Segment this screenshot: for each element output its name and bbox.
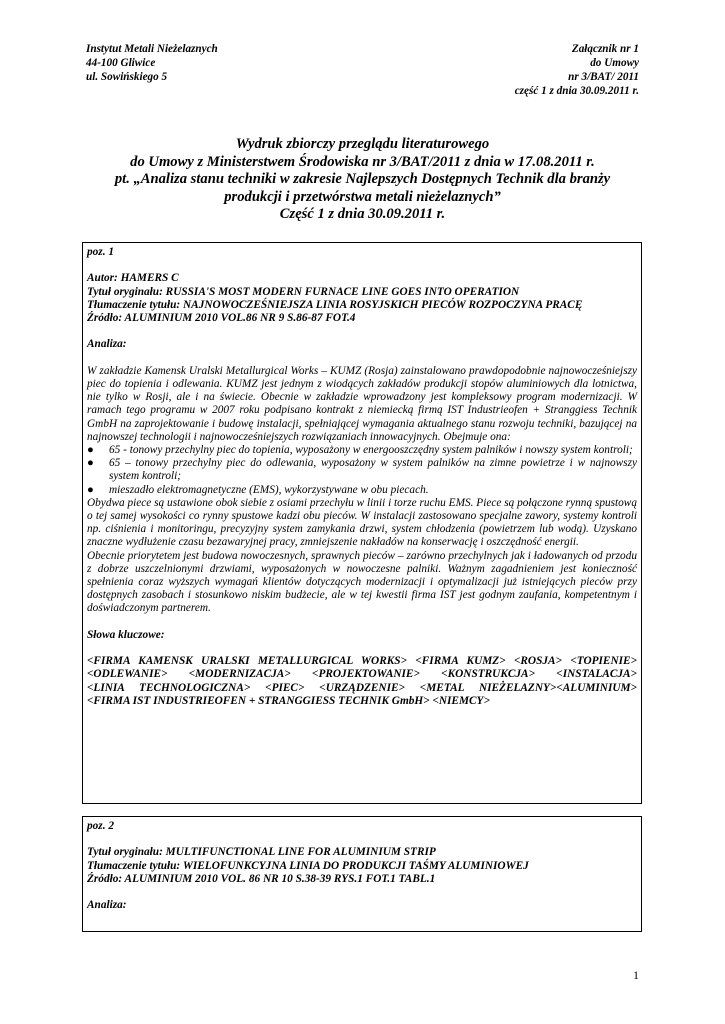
title-line-2: do Umowy z Ministerstwem Środowiska nr 3/BAT/2011 z dnia w 17.08.2011 r.: [130, 153, 595, 170]
entry-2-translated-title: Tłumaczenie tytułu: WIELOFUNKCYJNA LINIA DO PRODUKCJI TAŚMY ALUMINIOWEJ: [87, 859, 529, 872]
entry-2-source: Źródło: ALUMINIUM 2010 VOL. 86 NR 10 S.38-39 RYS.1 FOT.1 TABL.1: [87, 872, 436, 885]
entry-2-original-title: Tytuł oryginału: MULTIFUNCTIONAL LINE FOR ALUMINIUM STRIP: [87, 846, 436, 859]
entry-1-bullet: [87, 484, 637, 497]
entry-1-author: Autor: HAMERS C: [87, 272, 179, 285]
attachment-contract: do Umowy: [590, 57, 639, 69]
attachment-contract-number: nr 3/BAT/ 2011: [568, 71, 639, 83]
document-title: [60, 136, 665, 224]
title-line-4: produkcji i przetwórstwa metali nieżelaznych”: [224, 188, 501, 205]
entry-1-paragraph-3: Obecnie priorytetem jest budowa nowoczesnych, sprawnych pieców – zarówno przechylnych jak i ładowanych od przodu z dobrze uszczelnionymi drzwiami, wyposażonych w nowoczesne palniki. Ważnym zagadnieniem jest konieczność spełnienia coraz wyższych wymagań klientów dotyczących modernizacji i optymalizacji już istniejących pieców przy dostępnych zasobach i stosunkowo niskim budżecie, ale w tej kwestii firma IST jest godnym zaufania, kompetentnym i doświadczonym partnerem.: [87, 549, 637, 615]
entry-1-original-title: Tytuł oryginału: RUSSIA'S MOST MODERN FURNACE LINE GOES INTO OPERATION: [87, 285, 520, 298]
attachment-part-date: część 1 z dnia 30.09.2011 r.: [514, 85, 639, 97]
institute-address: [86, 42, 218, 84]
page-number: 1: [633, 968, 639, 982]
attachment-reference: [515, 42, 639, 98]
entry-1-bullet-text: mieszadło elektromagnetyczne (EMS), wykorzystywane w obu piecach.: [109, 483, 429, 496]
entry-2: [82, 816, 642, 932]
entry-1-bullet: [87, 457, 637, 483]
title-line-1: Wydruk zbiorczy przeglądu literaturowego: [235, 136, 490, 152]
title-line-3: pt. „Analiza stanu techniki w zakresie Najlepszych Dostępnych Technik dla branży: [114, 171, 611, 188]
entry-1-paragraph-1: W zakładzie Kamensk Uralski Metallurgical Works – KUMZ (Rosja) zainstalowano prawdopodobnie najnowocześniejszy piec do topienia i odlewania. KUMZ jest jednym z wiodących zakładów produkcji stopów aluminiowych dla lotnictwa, nie tylko w Rosji, ale i na świecie. Obecnie w zakładzie wprowadzony jest kompleksowy program modernizacji. W ramach tego programu w 2007 roku podpisano kontrakt z niemiecką firmą IST Industrieofen + Stranggiess Technik GmbH na zaprojektowanie i budowę instalacji, spełniającej wymagania aktualnego stanu rozwoju techniki, bazującej na najnowszej technologii i najnowocześniejszych rozwiązaniach innowacyjnych. Obejmuje ona:: [87, 364, 637, 443]
entry-1-translated-title: Tłumaczenie tytułu: NAJNOWOCZEŚNIEJSZA LINIA ROSYJSKICH PIECÓW ROZPOCZYNA PRACĘ: [87, 298, 583, 311]
institute-name: Instytut Metali Nieżelaznych: [86, 43, 218, 55]
title-line-5: Część 1 z dnia 30.09.2011 r.: [279, 206, 446, 223]
entry-2-position: poz. 2: [87, 820, 114, 832]
entry-1-keywords-label: Słowa kluczowe:: [87, 628, 165, 641]
institute-street: ul. Sowińskiego 5: [86, 71, 168, 83]
bullet-icon: ●: [87, 444, 94, 456]
entry-1: [82, 242, 642, 804]
entry-1-keywords-line: <LINIA TECHNOLOGICZNA> <PIEC> <URZĄDZENIE> <METAL NIEŻELAZNY><ALUMINIUM>: [87, 681, 637, 694]
entry-1-position: poz. 1: [87, 246, 114, 258]
entry-1-analysis-label: Analiza:: [87, 338, 127, 351]
entry-1-bullet-text: 65 – tonowy przechylny piec do odlewania, wyposażony w system palników na zimne powietrze i w najnowszy system kontroli;: [109, 457, 637, 483]
entry-1-bullet-text: 65 - tonowy przechylny piec do topienia, wyposażony w energooszczędny system palników i nowszy system kontroli;: [109, 444, 633, 456]
bullet-icon: ●: [87, 457, 94, 470]
entry-2-analysis-label: Analiza:: [87, 899, 127, 912]
entry-1-source: Źródło: ALUMINIUM 2010 VOL.86 NR 9 S.86-87 FOT.4: [87, 312, 356, 324]
entry-1-bullet: [87, 444, 637, 457]
entry-1-keywords-line: <FIRMA IST INDUSTRIEOFEN + STRANGGIESS TECHNIK GmbH> <NIEMCY>: [87, 694, 490, 707]
entry-1-keywords-line: <ODLEWANIE> <MODERNIZACJA> <PROJEKTOWANIE> <KONSTRUKCJA> <INSTALACJA>: [87, 668, 637, 681]
institute-city: 44-100 Gliwice: [86, 57, 156, 69]
entry-1-keywords-line: <FIRMA KAMENSK URALSKI METALLURGICAL WORKS> <FIRMA KUMZ> <ROSJA> <TOPIENIE>: [87, 655, 637, 668]
bullet-icon: ●: [87, 483, 94, 496]
entry-1-paragraph-2: Obydwa piece są ustawione obok siebie z osiami przechyłu w linii i torze ruchu EMS. Piece są połączone rynną spustową o tej samej wysokości co rynny spustowe kadzi obu pieców. W instalacji zastosowano specjalne zawory, systemy kontroli np. ciśnienia i monitoringu, precyzyjny system zamykania drzwi, system chłodzenia (powietrzem lub wodą). Uzyskano znaczne wydłużenie czasu bezawaryjnej pracy, zmniejszenie nakładów na konserwację i oszczędność energii.: [87, 496, 637, 549]
attachment-number: Załącznik nr 1: [571, 43, 639, 55]
